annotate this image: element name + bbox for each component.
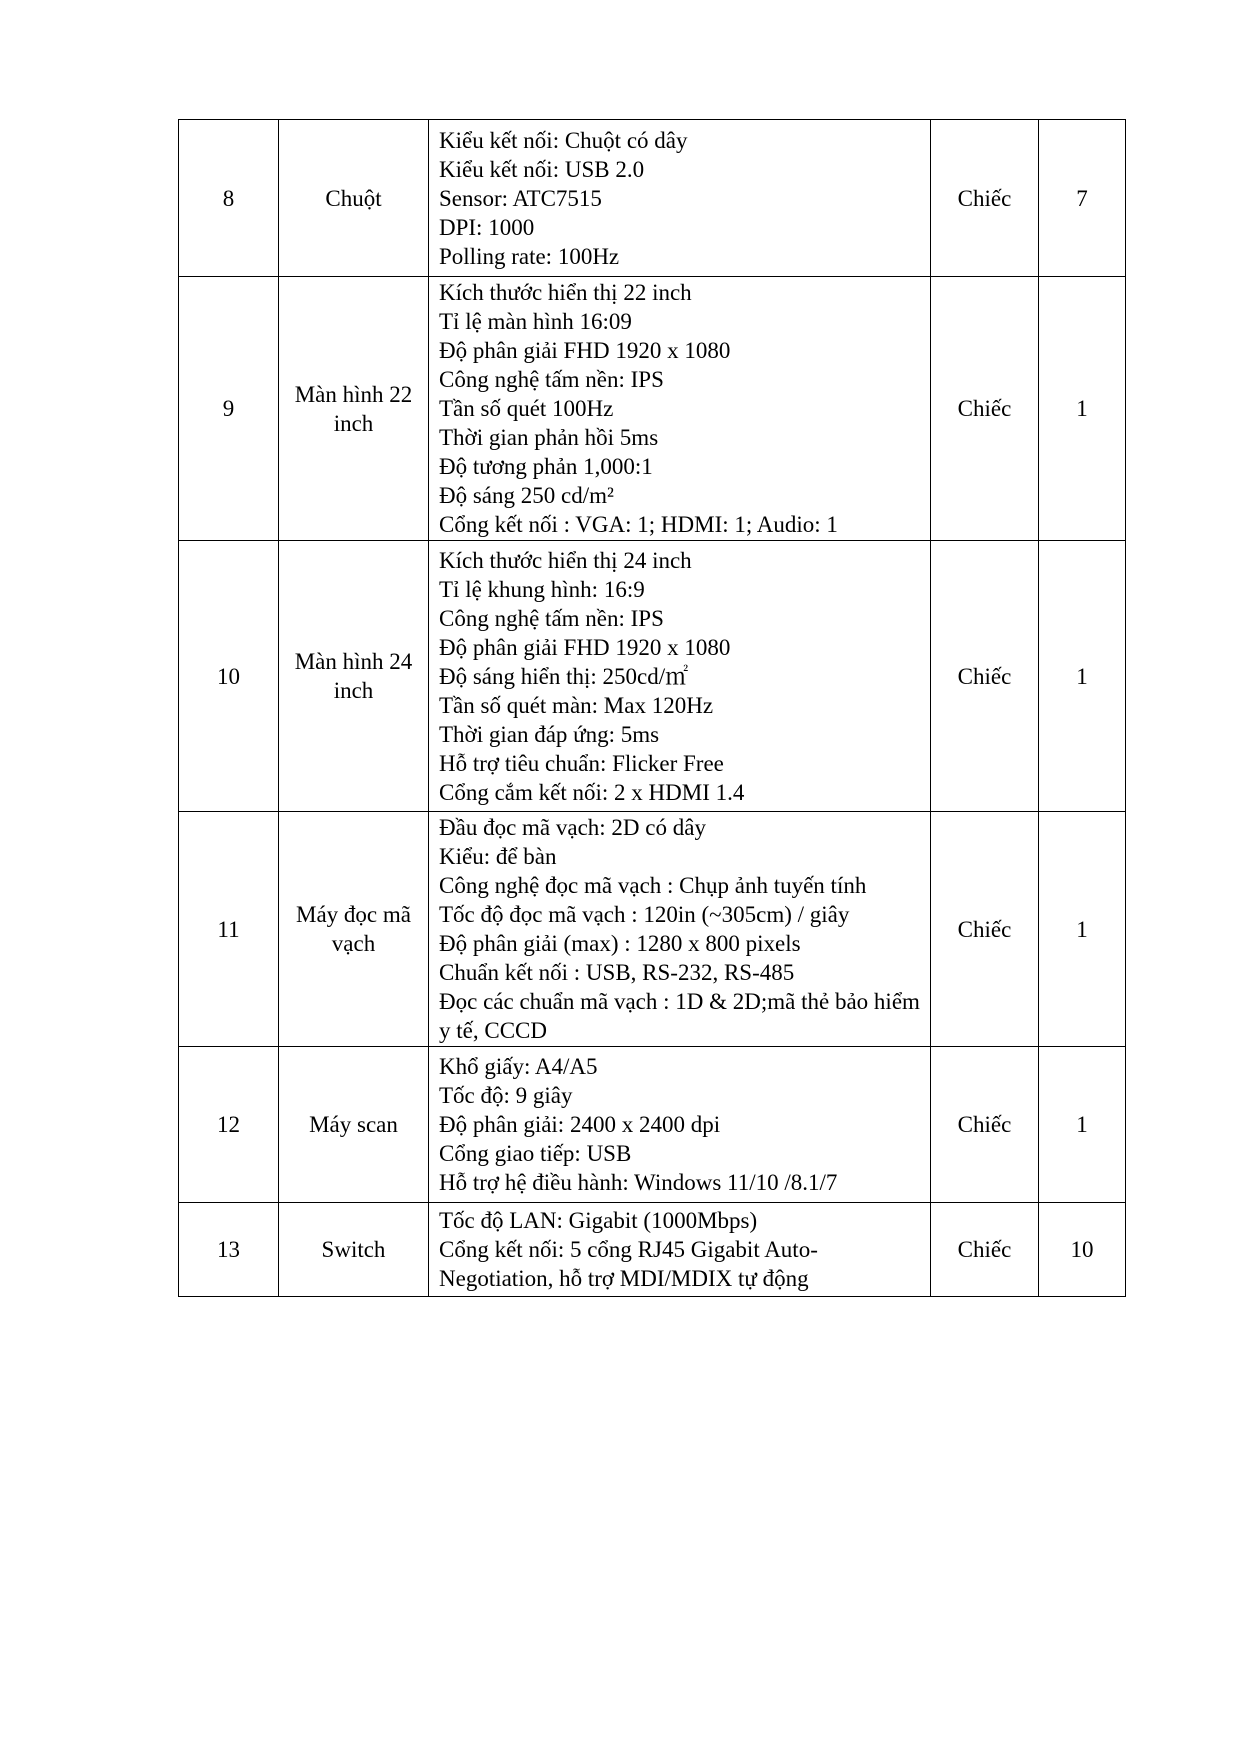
item-quantity: 10 xyxy=(1039,1203,1126,1297)
spec-line: Cổng kết nối: 5 cổng RJ45 Gigabit Auto-Negotiation, hỗ trợ MDI/MDIX tự động xyxy=(439,1237,818,1291)
item-unit: Chiếc xyxy=(931,1203,1039,1297)
item-quantity: 1 xyxy=(1039,277,1126,541)
item-unit: Chiếc xyxy=(931,812,1039,1047)
item-unit: Chiếc xyxy=(931,541,1039,812)
item-quantity: 7 xyxy=(1039,120,1126,277)
spec-line: Công nghệ tấm nền: IPS xyxy=(439,367,664,392)
spec-line: DPI: 1000 xyxy=(439,214,535,240)
item-name: Chuột xyxy=(279,120,429,277)
spec-line: Kiểu kết nối: USB 2.0 xyxy=(439,156,645,182)
spec-line: Sensor: ATC7515 xyxy=(439,185,602,211)
spec-line: Cổng cắm kết nối: 2 x HDMI 1.4 xyxy=(439,779,745,805)
table-row xyxy=(179,541,1126,812)
item-spec xyxy=(429,541,931,812)
item-name: Màn hình 24 inch xyxy=(279,541,429,812)
item-quantity: 1 xyxy=(1039,1047,1126,1203)
item-name: Máy scan xyxy=(279,1047,429,1203)
item-quantity: 1 xyxy=(1039,541,1126,812)
spec-line: Khổ giấy: A4/A5 xyxy=(439,1054,598,1079)
item-unit: Chiếc xyxy=(931,277,1039,541)
spec-line: Đọc các chuẩn mã vạch : 1D & 2D;mã thẻ bảo hiểm y tế, CCCD xyxy=(439,989,920,1043)
spec-line: Tần số quét màn: Max 120Hz xyxy=(439,692,714,718)
item-spec xyxy=(429,1203,931,1297)
spec-line: Thời gian đáp ứng: 5ms xyxy=(439,721,660,747)
spec-line: Đầu đọc mã vạch: 2D có dây xyxy=(439,815,706,840)
spec-line: Độ phân giải FHD 1920 x 1080 xyxy=(439,338,731,363)
spec-line: Công nghệ tấm nền: IPS xyxy=(439,605,664,631)
equipment-table-body xyxy=(179,120,1126,1297)
equipment-table xyxy=(178,119,1126,1297)
spec-line: Tốc độ LAN: Gigabit (1000Mbps) xyxy=(439,1208,758,1233)
table-row xyxy=(179,812,1126,1047)
table-row xyxy=(179,120,1126,277)
row-number: 10 xyxy=(179,541,279,812)
spec-line: Thời gian phản hồi 5ms xyxy=(439,425,659,450)
item-unit: Chiếc xyxy=(931,1047,1039,1203)
spec-line: Hỗ trợ tiêu chuẩn: Flicker Free xyxy=(439,750,724,776)
table-row xyxy=(179,1203,1126,1297)
spec-line: Tỉ lệ khung hình: 16:9 xyxy=(439,576,645,602)
item-spec xyxy=(429,1047,931,1203)
spec-line: Tốc độ đọc mã vạch : 120in (~305cm) / giây xyxy=(439,902,850,927)
spec-line: Hỗ trợ hệ điều hành: Windows 11/10 /8.1/7 xyxy=(439,1170,838,1195)
spec-line: Tần số quét 100Hz xyxy=(439,396,614,421)
spec-line: Độ sáng hiển thị: 250cd/㎡ xyxy=(439,663,689,689)
spec-line: Kích thước hiển thị 24 inch xyxy=(439,547,692,573)
item-name: Màn hình 22 inch xyxy=(279,277,429,541)
item-spec xyxy=(429,812,931,1047)
row-number: 8 xyxy=(179,120,279,277)
spec-line: Tốc độ: 9 giây xyxy=(439,1083,573,1108)
spec-line: Chuẩn kết nối : USB, RS-232, RS-485 xyxy=(439,960,795,985)
spec-line: Độ phân giải (max) : 1280 x 800 pixels xyxy=(439,931,801,956)
spec-line: Polling rate: 100Hz xyxy=(439,243,620,269)
spec-line: Kiểu: để bàn xyxy=(439,844,557,869)
item-name: Máy đọc mã vạch xyxy=(279,812,429,1047)
spec-line: Công nghệ đọc mã vạch : Chụp ảnh tuyến tính xyxy=(439,873,867,898)
item-name: Switch xyxy=(279,1203,429,1297)
table-row xyxy=(179,1047,1126,1203)
row-number: 9 xyxy=(179,277,279,541)
item-quantity: 1 xyxy=(1039,812,1126,1047)
row-number: 12 xyxy=(179,1047,279,1203)
item-unit: Chiếc xyxy=(931,120,1039,277)
spec-line: Độ phân giải: 2400 x 2400 dpi xyxy=(439,1112,721,1137)
spec-line: Kiểu kết nối: Chuột có dây xyxy=(439,127,688,153)
spec-line: Cổng kết nối : VGA: 1; HDMI: 1; Audio: 1 xyxy=(439,512,838,537)
row-number: 13 xyxy=(179,1203,279,1297)
spec-line: Độ phân giải FHD 1920 x 1080 xyxy=(439,634,731,660)
item-spec xyxy=(429,120,931,277)
spec-line: Độ tương phản 1,000:1 xyxy=(439,454,653,479)
item-spec xyxy=(429,277,931,541)
spec-line: Tỉ lệ màn hình 16:09 xyxy=(439,309,632,334)
row-number: 11 xyxy=(179,812,279,1047)
table-row xyxy=(179,277,1126,541)
spec-line: Độ sáng 250 cd/m² xyxy=(439,483,614,508)
spec-line: Kích thước hiển thị 22 inch xyxy=(439,280,692,305)
spec-line: Cổng giao tiếp: USB xyxy=(439,1141,632,1166)
